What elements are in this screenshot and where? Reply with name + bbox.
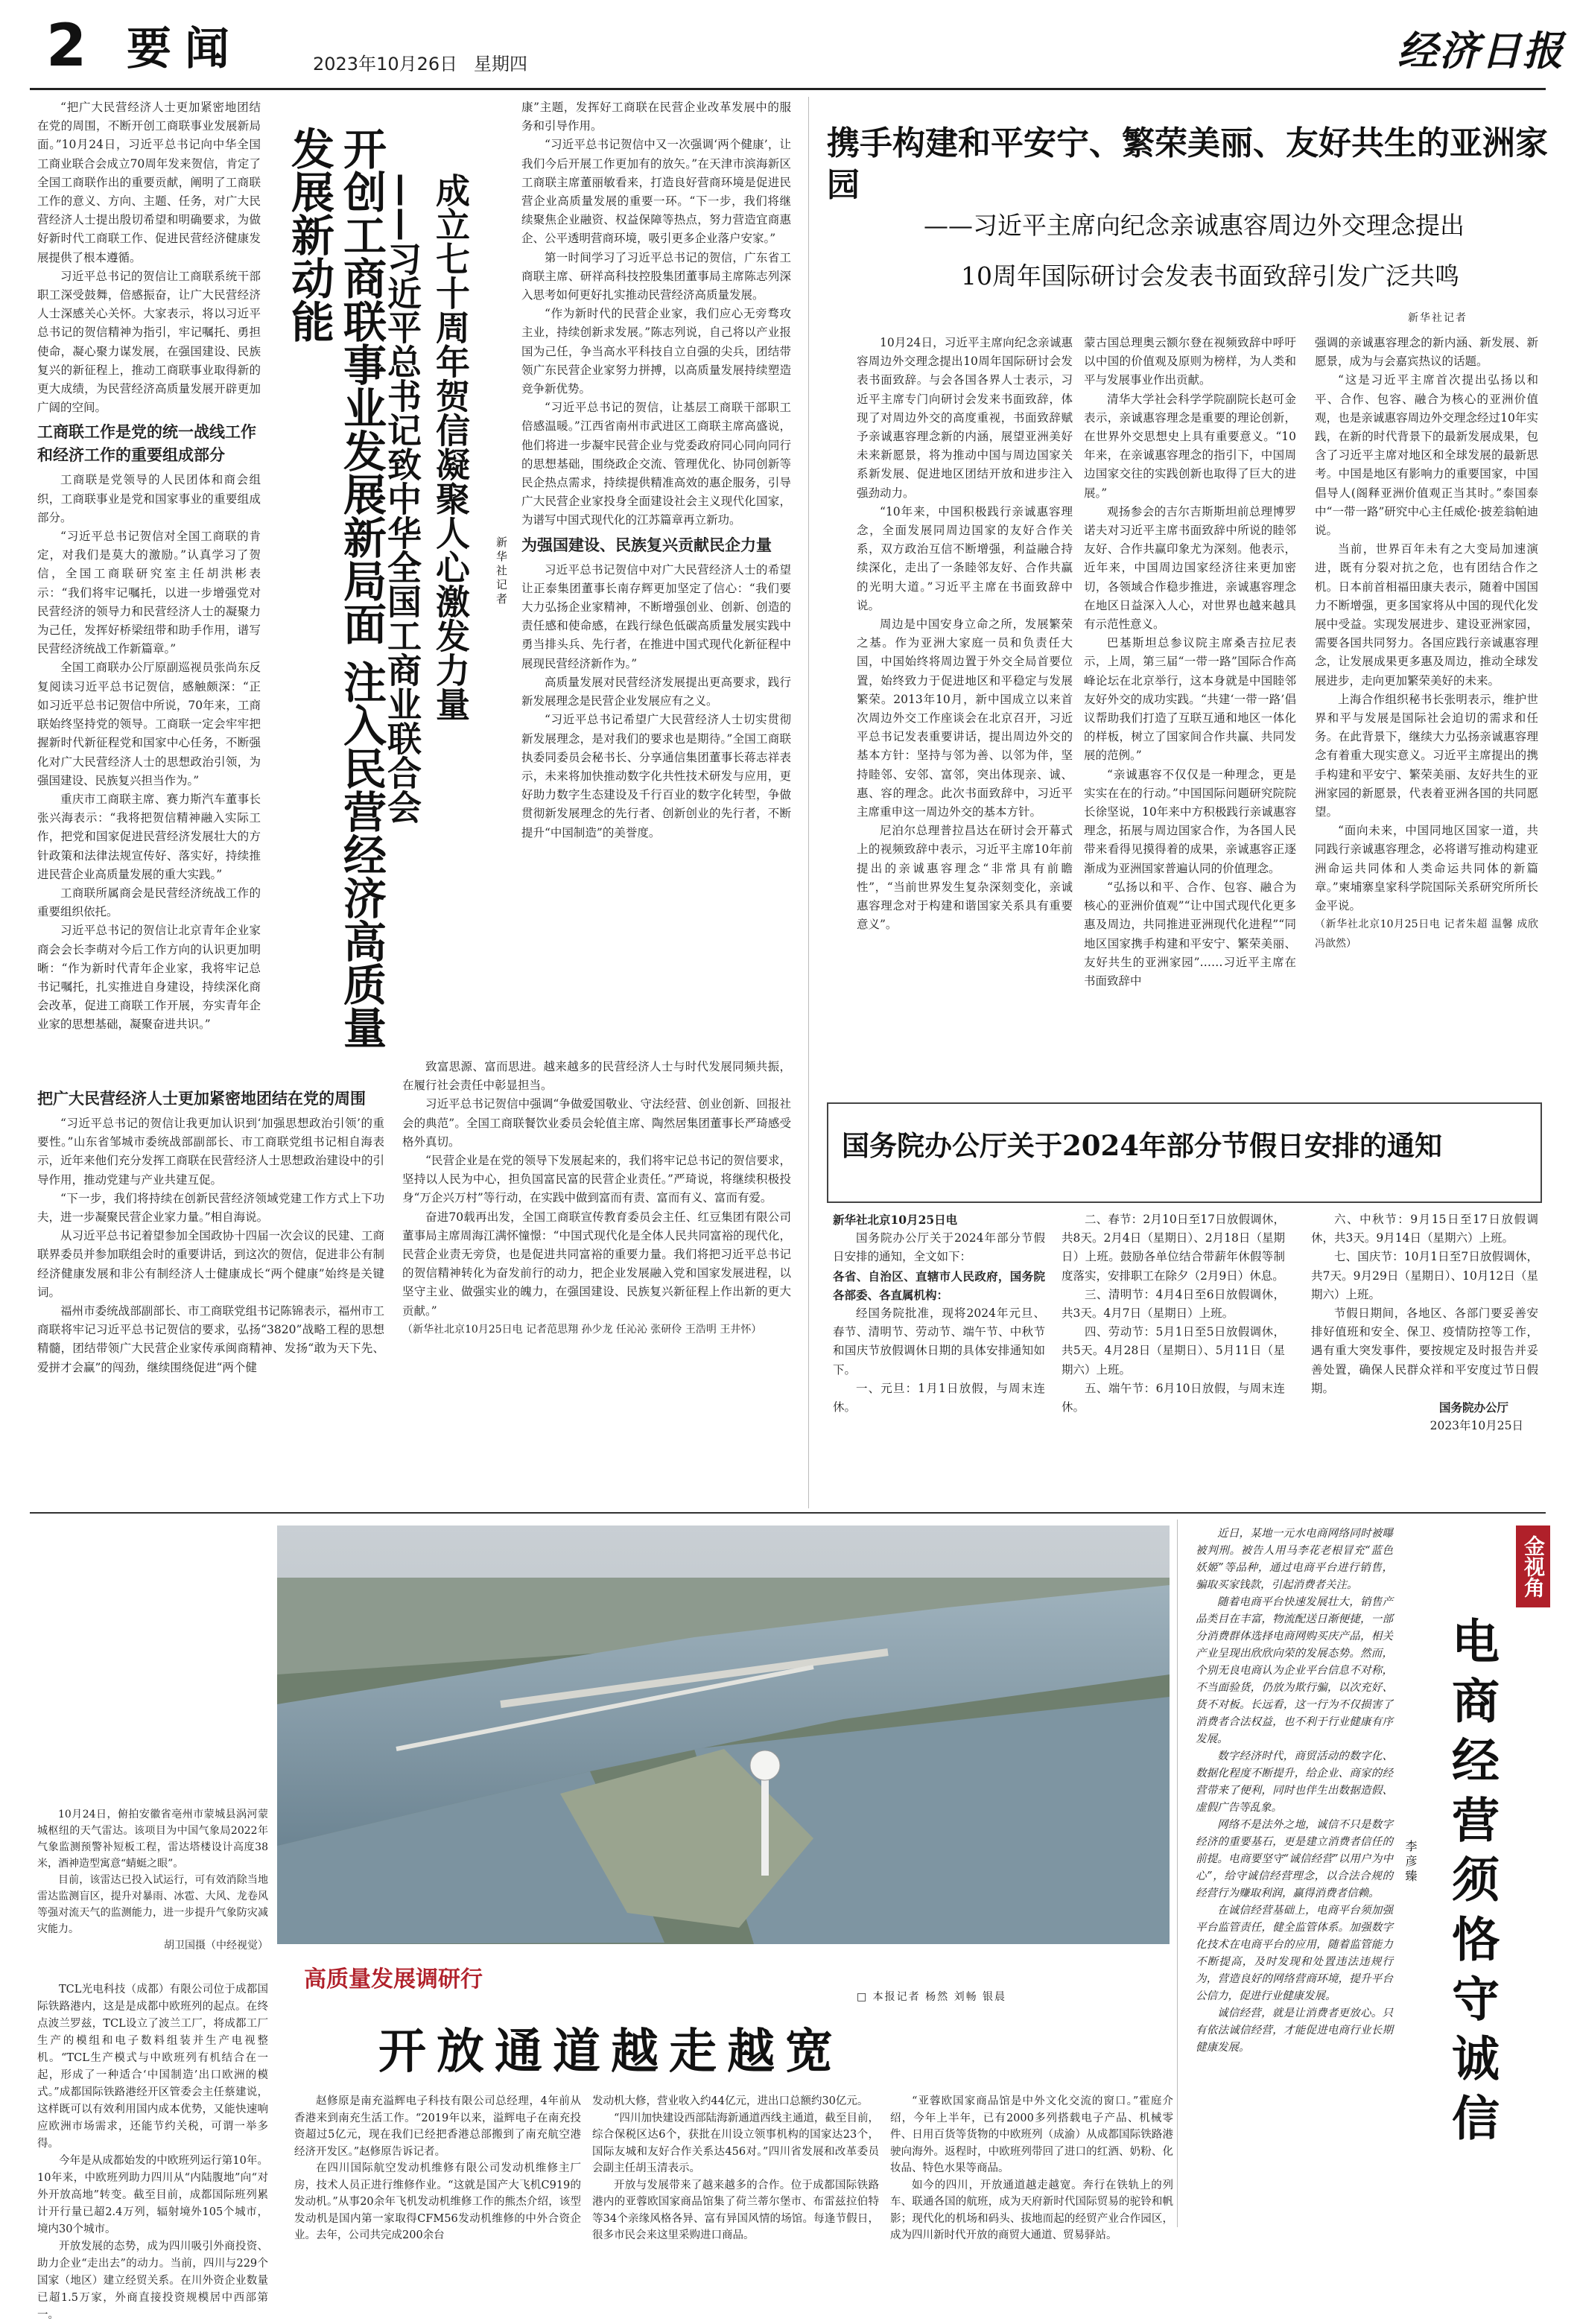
article4-reporters: □ 本报记者 杨然 刘畅 银晨 xyxy=(857,1991,1007,2003)
paragraph: “习近平总书记贺信对全国工商联的肯定，对我们是莫大的激励。”认真学习了贺信，全国工商联研究室主任胡洪彬表示：“我们将牢记嘱托，以进一步增强党对民营经济的领导力和民营经济人士的凝聚力为己任，发挥好桥梁纽带和助手作用，谱写民营经济统战工作新篇章。” xyxy=(37,530,261,656)
article2-subtitle-1: ——习近平主席向纪念亲诚惠容周边外交理念提出 xyxy=(924,211,1465,240)
paragraph: “下一步，我们将持续在创新民营经济领域党建工作方式上下功夫，进一步凝聚民营企业家力量。”相自海说。 xyxy=(37,1191,384,1225)
paragraph: 周边是中国安身立命之所，发展繁荣之基。作为亚洲大家庭一员和负责任大国，中国始终将周边置于外交全局首要位置，始终致力于促进地区和平稳定与发展繁荣。2013年10月，新中国成立以来首次周边外交工作座谈会在北京召开，习近平总书记发表重要讲话，提出周边外交的基本方针：坚持与邻为善、以邻为伴，坚持睦邻、安邻、富邻，突出体现亲、诚、惠、容的理念。此次书面致辞中，习近平主席重申这一周边外交的基本方针。 xyxy=(857,617,1073,819)
paragraph: “弘扬以和平、合作、包容、融合为核心的亚洲价值观”“让中国式现代化更多惠及周边，共同推进亚洲现代化进程”“同地区国家携手构建和平安宁、繁荣美丽、友好共生的亚洲家园”……习近平主席在书面致辞中 xyxy=(1084,880,1296,988)
article2-col2 xyxy=(1084,334,1296,1082)
column-author: 李彦臻 xyxy=(1403,1840,1418,1885)
article2-col1 xyxy=(857,334,1073,1082)
article4-col3 xyxy=(890,2093,1173,2241)
paragraph: 习近平总书记贺信中对广大民营经济人士的希望让正泰集团董事长南存辉更加坚定了信心：“我们要大力弘扬企业家精神，不断增强创业、创新、创造的责任感和使命感，在践行绿色低碳高质量发展实践中勇当排头兵、先行者，在推进中国式现代化新征程中展现民营经济新作为。” xyxy=(521,562,791,670)
paragraph: “习近平总书记希望广大民营经济人士切实贯彻新发展理念，是对我们的要求也是期待。”全国工商联执委同委员会秘书长、分享通信集团董事长蒋志祥表示，未来将加快推动数字化共性技术研发与应用，更好助力数字生态建设及千行百业的数字化转型，争做贯彻新发展理念的先行者、创新创业的先行者，不断提升“中国制造”的美誉度。 xyxy=(521,713,791,839)
notice-signature: 国务院办公厅 xyxy=(1438,1400,1508,1415)
paragraph: 近日，某地一元水电商网络同时被曝被判刑。被告人用马李花老根冒充“蓝色妖姬”等品种，通过电商平台进行销售，骗取买家钱款，引起消费者关注。 xyxy=(1196,1528,1393,1591)
page-number: 2 xyxy=(46,13,87,80)
paragraph: 三、清明节：4月4日至6日放假调休，共3天。4月7日（星期日）上班。 xyxy=(1062,1287,1285,1321)
paragraph: 如今的四川，开放通道越走越宽。奔行在铁轨上的列车、联通各国的航班，成为天府新时代国际贸易的驼铃和帆影；现代化的机场和码头、拔地而起的经贸产业合作园区，成为四川新时代开放的商贸大通道、贸易驿站。 xyxy=(890,2179,1173,2241)
news-photo xyxy=(277,1525,1170,1944)
paragraph: “作为新时代的民营企业家，我们应心无旁骛攻主业，持续创新求发展。”陈志列说，自己将以产业报国为己任，争当高水平科技自立自强的尖兵，团结带领广东民营企业家努力拼搏，以高质量发展持续塑造竞争新优势。 xyxy=(521,307,791,396)
paragraph: 尼泊尔总理普拉昌达在研讨会开幕式上的视频致辞中表示，习近平主席10年前提出的亲诚惠容理念“非常具有前瞻性”，“当前世界发生复杂深刻变化，亲诚惠容理念对于构建和谐国家关系具有重要意义”。 xyxy=(857,824,1073,932)
paragraph: 全国工商联办公厅原副巡视员张尚东反复阅读习近平总书记贺信，感触颇深：“正如习近平总书记贺信中所说，70年来，工商联始终坚持党的领导。工商联一定会牢牢把握新时代新征程党和国家中心任务，不断强化对广大民营经济人士的思想政治引领，为强国建设、民族复兴担当作为。” xyxy=(37,661,261,787)
paragraph: 观扬参会的吉尔吉斯斯坦前总理博罗诺夫对习近平主席书面致辞中所说的睦邻友好、合作共赢印象尤为深刻。他表示，近年来，中国周边国家经济往来更加密切，各领域合作稳步推进，亲诚惠容理念在地区日益深入人心，对世界也越来越具有示范性意义。 xyxy=(1084,504,1296,632)
paragraph: “民营企业是在党的领导下发展起来的，我们将牢记总书记的贺信要求，坚持以人民为中心，担负国富民富的民营企业责任。”严琦说，将继续积极投身“万企兴万村”等行动，在实践中做到富而有责、富而有义、富而有爱。 xyxy=(402,1154,791,1205)
caption-text: 10月24日，俯拍安徽省亳州市蒙城县涡河蒙城枢纽的天气雷达。该项目为中国气象局2022年气象监测预警补短板工程，雷达塔楼设计高度38米，酒神造型寓意“蜻蜓之眼”。 xyxy=(37,1809,268,1870)
paragraph: 康”主题，发挥好工商联在民营企业改革发展中的服务和引导作用。 xyxy=(521,101,791,133)
article1-col1 xyxy=(37,98,261,1032)
paragraph: 蒙古国总理奥云额尔登在视频致辞中呼吁以中国的价值观及原则为榜样，为人类和平与发展事业作出贡献。 xyxy=(1084,336,1296,387)
column-divider xyxy=(1177,1520,1178,2227)
section-title: 要闻 xyxy=(127,23,243,75)
paragraph: “习近平总书记贺信中又一次强调‘两个健康’，让我们今后开展工作更加有的放矢。”在天津市滨海新区工商联主席董丽敏看来，打造良好营商环境是促进民营企业高质量发展的重要一环。“下一步，我们将继续聚焦企业融资、权益保障等热点，努力营造宜商惠企、公平透明营商环境，吸引更多企业落户安家。” xyxy=(521,138,791,246)
paragraph: 致富思源、富而思进。越来越多的民营经济人士与时代发展同频共振，在履行社会责任中彰显担当。 xyxy=(402,1060,791,1093)
article4-left-col xyxy=(37,1981,268,2321)
paragraph: “这是习近平主席首次提出弘扬以和平、合作、包容、融合为核心的亚洲价值观，也是亲诚惠容周边外交理念经过10年实践，在新的时代背景下的最新发展成果，包含了习近平主席对地区和全球发展的最新思考。中国是地区有影响力的重要国家，中国倡导人(阁释亚洲价值观正当其时。”泰国泰中“一带一路”研究中心主任威伦·披差翁帕迪说。 xyxy=(1315,373,1538,538)
paragraph: TCL光电科技（成都）有限公司位于成都国际铁路港内，这是是成都中欧班列的起点。在终点波兰罗兹，TCL设立了波兰工厂，将成都工厂生产的模组和电子数料组装并生产电视整机。“TCL生产模式与中欧班列有机结合在一起，形成了一种适合‘中国制造’出口欧洲的模式。”成都国际铁路港经开区管委会主任蔡建说，这样既可以有效利用国内成本优势，又能快速响应欧洲市场需求，还能节约关税，可谓一举多得。 xyxy=(37,1984,268,2150)
paragraph: 强调的亲诚惠容理念的新内涵、新发展、新愿景，成为与会嘉宾热议的话题。 xyxy=(1315,336,1538,369)
article1-agency: 新华社记者 xyxy=(495,536,508,607)
paragraph: 重庆市工商联主席、赛力斯汽车董事长张兴海表示：“我将把贺信精神融入实际工作，把党和国家促进民营经济发展壮大的方针政策和法律法规宣传好、落实好，持续推进民营企业高质量发展的重大实践。” xyxy=(37,792,261,881)
photo-caption xyxy=(37,1806,268,2000)
paragraph: 二、春节：2月10日至17日放假调休，共8天。2月4日（星期日）、2月18日（星期日）上班。鼓励各单位结合带薪年休假等制度落实，安排职工在除夕（2月9日）休息。 xyxy=(1062,1213,1285,1283)
page-header xyxy=(0,0,1577,89)
column-tag: 金视角 xyxy=(1516,1525,1550,1607)
paragraph: 工商联是党领导的人民团体和商会组织，工商联事业是党和国家事业的重要组成部分。 xyxy=(37,473,261,524)
paragraph: 巴基斯坦总参议院主席桑吉拉尼表示，上周，第三届“一带一路”国际合作高峰论坛在北京举行，这本身就是中国睦邻友好外交的成功实践。“共建‘一带一路’倡议帮助我们打造了互联互通和地区一体化的样板，树立了国家间合作共赢、共同发展的范例。” xyxy=(1084,636,1296,763)
paragraph: 清华大学社会科学学院副院长赵可金表示，亲诚惠容理念是重要的理论创新，在世界外交思想史上具有重要意义。“10年来，在亲诚惠容理念的指引下，中国周边国家交往的实践创新也取得了巨大的进展。” xyxy=(1084,392,1296,500)
paragraph: “面向未来，中国同地区国家一道，共同践行亲诚惠容理念，必将谱写推动构建亚洲命运共同体和人类命运共同体的新篇章。”柬埔寨皇家科学院国际关系研究所所长金平说。 xyxy=(1315,824,1538,913)
paragraph: 七、国庆节：10月1日至7日放假调休，共7天。9月29日（星期日）、10月12日（星期六）上班。 xyxy=(1311,1250,1538,1301)
article3-col1 xyxy=(833,1210,1045,1449)
article2-title: 携手构建和平安宁、繁荣美丽、友好共生的亚洲家园 xyxy=(827,124,1548,204)
article1-sub-title-2: ——习近平总书记致中华全国工商业联合会 xyxy=(382,173,422,824)
article3-col3 xyxy=(1311,1210,1538,1449)
paragraph: 10月24日，习近平主席向纪念亲诚惠容周边外交理念提出10周年国际研讨会发表书面致辞。与会各国各界人士表示，习近平主席专门向研讨会发来书面致辞，体现了对周边外交的高度重视，书面致辞赋予亲诚惠容理念新的内涵，展望亚洲美好未来新愿景，将为推动中国与周边国家关系新发展、促进地区团结开放和进步注入强劲动力。 xyxy=(857,336,1073,500)
paragraph: 工商联所属商会是民营经济统战工作的重要组织依托。 xyxy=(37,886,261,919)
issue-date: 2023年10月26日 xyxy=(313,54,458,74)
column-divider xyxy=(808,97,809,1508)
paragraph: 五、端午节：6月10日放假，与周末连休。 xyxy=(1062,1381,1285,1415)
paragraph: “10年来，中国积极践行亲诚惠容理念，全面发展同周边国家的友好合作关系，双方政治互信不断增强，利益融合持续深化，走出了一条睦邻友好、合作共赢的光明大道。”习近平主席在书面致辞中说。 xyxy=(857,504,1073,612)
paragraph: 习近平总书记的贺信让工商联系统干部职工深受鼓舞，倍感振奋，让广大民营经济人士深感关心关怀。大家表示，将以习近平总书记的贺信精神为指引，牢记嘱托、勇担使命，凝心聚力谋发展，在强国建设、民族复兴的新征程上，推动工商联事业取得新的更大成绩，为民营经济高质量发展开辟更加广阔的空间。 xyxy=(37,269,261,415)
paragraph: 六、中秋节：9月15日至17日放假调休，共3天。9月14日（星期六）上班。 xyxy=(1311,1213,1538,1245)
article3-title: 国务院办公厅关于2024年部分节假日安排的通知 xyxy=(842,1129,1442,1162)
paragraph: 习近平总书记的贺信让北京青年企业家商会会长李萌对今后工作方向的认识更加明晰：“作为新时代青年企业家，我将牢记总书记嘱托，扎实推进自身建设，持续深化商会改革，促进工商联工作开展，夯实青年企业家的思想基础，凝聚奋进共识。” xyxy=(37,924,261,1032)
column-title: 电商经营须恪守诚信 xyxy=(1444,1616,1499,2153)
paragraph: 诚信经营，就是让消费者更放心。只有依法诚信经营，才能促进电商行业长期健康发展。 xyxy=(1196,2007,1393,2054)
paragraph: 各省、自治区、直辖市人民政府，国务院各部委、各直属机构： xyxy=(833,1269,1045,1302)
paragraph: 第一时间学习了习近平总书记的贺信，广东省工商联主席、研祥高科技控股集团董事局主席陈志列深入思考如何更好扎实推动民营经济高质量发展。 xyxy=(521,250,791,302)
paragraph: 国务院办公厅关于2024年部分节假日安排的通知，全文如下： xyxy=(833,1231,1045,1264)
paragraph: 奋进70载再出发，全国工商联宣传教育委员会主任、红豆集团有限公司董事局主席周海江满怀憧憬：“中国式现代化是全体人民共同富裕的现代化，民营企业责无旁贷，也是促进共同富裕的重要力量。我们将把习近平总书记的贺信精神转化为奋发前行的动力，把企业发展融入党和国家发展进程，以坚守主业、做强实业的魄力，在强国建设、民族复兴新征程上作出新的更大贡献。” xyxy=(402,1210,791,1318)
masthead-logo: 经济日报 xyxy=(1397,27,1564,74)
paragraph: 高质量发展对民营经济发展提出更高要求，践行新发展理念是民营企业发展应有之义。 xyxy=(521,675,791,708)
notice-dateline: 新华社北京10月25日电 xyxy=(833,1213,958,1227)
paragraph: 当前，世界百年未有之大变局加速演进，既有分裂对抗之危，也有团结合作之机。日本前首相福田康夫表示，随着中国国力不断增强，更多国家将从中国的现代化发展中受益。实现发展进步、建设亚洲家园，需要各国共同努力。各国应践行亲诚惠容理念，让发展成果更多惠及周边，推动全球发展进步，走向更加繁荣美好的未来。 xyxy=(1315,542,1538,688)
paragraph: 随着电商平台快速发展壮大，销售产品类目在丰富，物流配送日渐便捷，一部分消费群体选择电商网购买庆产品，相关产业呈现出欣欣向荣的发展态势。然而，个别无良电商认为企业平台信息不对称，不当面验货，仍放为欺行骗，以次充好、货不对板。长远看，这一行为不仅损害了消费者合法权益，也不利于行业健康有序发展。 xyxy=(1196,1596,1393,1745)
paragraph: 开放与发展带来了越来越多的合作。位于成都国际铁路港内的亚蓉欧国家商品馆集了荷兰蒂尔堡市、布雷兹拉伯特等34个亲缘风格各异、富有异国风情的场馆。每逢节假日，很多市民会来这里采购进口商品。 xyxy=(592,2179,879,2241)
header-rule xyxy=(30,88,1546,90)
article1-col1c xyxy=(37,1084,384,1501)
article3-col2 xyxy=(1062,1210,1285,1449)
radar-dome xyxy=(750,1750,780,1780)
article4-title: 开放通道越走越宽 xyxy=(378,2024,843,2080)
article4-col1 xyxy=(294,2093,581,2241)
article2-subtitle-2: 10周年国际研讨会发表书面致辞引发广泛共鸣 xyxy=(961,261,1459,290)
paragraph: 数字经济时代，商贸活动的数字化、数据化程度不断提升，给企业、商家的经营带来了便利，同时也伴生出数据造假、虚假广告等乱象。 xyxy=(1196,1750,1393,1814)
paragraph: 发动机大修，营业收入约44亿元，进出口总额约30亿元。 xyxy=(592,2095,869,2107)
article1-main-title: 开创工商联事业发展新局面 注入民营经济高质量发展新动能 xyxy=(284,127,387,1050)
issue-weekday: 星期四 xyxy=(474,54,527,74)
photo-credit: 胡卫国摄（中经视觉） xyxy=(164,1940,268,1952)
river-hub-photo xyxy=(277,1525,1170,1944)
subheading: 工商联工作是党的统一战线工作和经济工作的重要组成部分 xyxy=(37,423,256,465)
article2-agency: 新华社记者 xyxy=(1408,312,1467,324)
paragraph: “四川加快建设西部陆海新通道西线主通道，截至目前，综合保税区达6个，获批在川设立领事机构的国家达23个，国际友城和友好合作关系达456对。”四川省发展和改革委员会副主任胡玉清表示。 xyxy=(592,2112,879,2174)
paragraph: “亲诚惠容不仅仅是一种理念，更是实实在在的行动。”中国国际问题研究院院长徐坚说，10年来中方积极践行亲诚惠容理念，拓展与周边国家合作，为各国人民带来看得见摸得着的成果，亲诚惠容正逐渐成为亚洲国家普遍认同的价值理念。 xyxy=(1084,767,1296,875)
article1-sub-title: 成立七十周年贺信凝聚人心激发力量 xyxy=(431,173,471,721)
paragraph: 习近平总书记贺信中强调“争做爱国敬业、守法经营、创业创新、回报社会的典范”。全国工商联餐饮业委员会轮值主席、陶然居集团董事长严琦感受格外真切。 xyxy=(402,1097,791,1149)
paragraph: 经国务院批准，现将2024年元旦、春节、清明节、劳动节、端午节、中秋节和国庆节放假调休日期的具体安排通知如下。 xyxy=(833,1307,1045,1377)
paragraph: 上海合作组织秘书长张明表示，维护世界和平与发展是国际社会迫切的需求和任务。在此背景下，继续大力弘扬亲诚惠容理念有着重大现实意义。习近平主席提出的携手构建和平安宁、繁荣美丽、友好共生的亚洲家园的新愿景，代表着亚洲各国的共同愿望。 xyxy=(1315,692,1538,819)
article4-col2 xyxy=(592,2093,879,2241)
notice-sign-date: 2023年10月25日 xyxy=(1430,1419,1523,1433)
paragraph: 从习近平总书记着望参加全国政协十四届一次会议的民建、工商联界委员并参加联组会时的重要讲话，到这次的贺信，促进非公有制经济健康发展和非公有制经济人士健康成长“两个健康”始终是关键词。 xyxy=(37,1229,384,1299)
paragraph: 在诚信经营基础上，电商平台须加强平台监管责任，健全监管体系。加强数字化技术在电商平台的应用，随着监管能力不断提高，及时发现和处置违法违规行为，营造良好的网络营商环境，提升平台公信力，促进行业健康发展。 xyxy=(1196,1905,1393,2002)
paragraph: 网络不是法外之地，诚信不只是数字经济的重要基石，更是建立消费者信任的前提。电商要坚守“诚信经营”以用户为中心”，给守诚信经营理念，以合法合规的经营行为赚取利润，赢得消费者信赖。 xyxy=(1196,1819,1393,1899)
article2-credits: （新华社北京10月25日电 记者朱超 温馨 成欣 冯歆然） xyxy=(1315,918,1538,950)
article1-col3c xyxy=(402,1058,791,1506)
article1-credits: （新华社北京10月25日电 记者范思翔 孙少龙 任沁沁 张研伶 王浩明 王井怀） xyxy=(402,1323,762,1336)
column-body xyxy=(1196,1525,1393,2226)
paragraph: “习近平总书记的贺信让我更加认识到‘加强思想政治引领’的重要性。”山东省邹城市委统战部副部长、市工商联党组书记相自海表示，近年来他们充分发挥工商联在民营经济人士思想政治建设中的引导作用，推动党建与产业共建互促。 xyxy=(37,1117,384,1187)
paragraph: 一、元旦：1月1日放假，与周末连休。 xyxy=(833,1381,1045,1415)
article1-col3 xyxy=(521,98,791,1055)
caption-text-2: 目前，该雷达已投入试运行，可有效消除当地雷达监测盲区，提升对暴雨、冰雹、大风、龙卷风等强对流天气的监测能力，进一步提升气象防灾减灾能力。 xyxy=(37,1874,268,1935)
radar-tower xyxy=(761,1771,769,1876)
paragraph: 开放发展的态势，成为四川吸引外商投资、助力企业“走出去”的动力。当前，四川与229个国家（地区）建立经贸关系。在川外资企业数量已超1.5万家，外商直接投资规模居中西部第一。 xyxy=(37,2241,268,2321)
paragraph: “习近平总书记的贺信，让基层工商联干部职工倍感温暖。”江西省南州市武进区工商联主席高盛说，他们将进一步凝牢民营企业与党委政府同心同向同行的思想基础，围绕政企交流、管理优化、协同创新等民企热点需求，持续提供精准高效的惠企服务，引导广大民营企业家投身全面建设社会主义现代化国家，为谱写中国式现代化的江苏篇章再立新功。 xyxy=(521,401,791,527)
section-rule xyxy=(30,1512,1546,1514)
article4-tag: 高质量发展调研行 xyxy=(304,1966,483,1993)
subheading: 为强国建设、民族复兴贡献民企力量 xyxy=(521,536,772,554)
paragraph: 福州市委统战部副部长、市工商联党组书记陈锦表示，福州市工商联将牢记习近平总书记贺信的要求，弘扬“3820”战略工程的思想精髓，团结带领广大民营企业家传承闽商精神、发扬“敢为天下先、爱拼才会赢”的闯劲，继续围绕促进“两个健 xyxy=(37,1304,384,1374)
subheading: 把广大民营经济人士更加紧密地团结在党的周围 xyxy=(37,1090,366,1108)
paragraph: “亚蓉欧国家商品馆是中外文化交流的窗口。”霍庭介绍，今年上半年，已有2000多列搭载电子产品、机械零件、日用百货等货物的中欧班列（成渝）从成都国际铁路港驶向海外。返程时，中欧班列带回了进口的红酒、奶粉、化妆品、特色水果等商品。 xyxy=(890,2095,1173,2174)
paragraph: 在四川国际航空发动机维修有限公司发动机维修主厂房，技术人员正进行维修作业。“这就是国产大飞机C919的发动机。”从事20余年飞机发动机维修工作的熊杰介绍，该型发动机是国内第一家取得CFM56发动机维修的中外合资企业。去年，公司共完成200余台 xyxy=(294,2162,581,2241)
paragraph: 节假日期间，各地区、各部门要妥善安排好值班和安全、保卫、疫情防控等工作，遇有重大突发事件，要按规定及时报告并妥善处置，确保人民群众祥和平安度过节日假期。 xyxy=(1311,1307,1538,1395)
paragraph: “把广大民营经济人士更加紧密地团结在党的周围，不断开创工商联事业发展新局面。”10月24日，习近平总书记向中华全国工商业联合会成立70周年发来贺信，肯定了全国工商联作出的重要贡献，阐明了工商联工作的意义、方向、主题、任务，对广大民营经济人士提出殷切希望和明确要求，为做好新时代工商联工作、促进民营经济健康发展提供了根本遵循。 xyxy=(37,101,261,264)
paragraph: 今年是从成都始发的中欧班列运行第10年。10年来，中欧班列助力四川从“内陆腹地”向“对外开放高地”转变。截至目前，成都国际班列累计开行量已超2.4万列，辐射境外105个城市，境内30个城市。 xyxy=(37,2155,268,2235)
paragraph: 四、劳动节：5月1日至5日放假调休，共5天。4月28日（星期日）、5月11日（星期六）上班。 xyxy=(1062,1325,1285,1377)
paragraph: 赵修原是南充溢辉电子科技有限公司总经理，4年前从香港来到南充生活工作。“2019年以来，溢辉电子在南充投资超过5亿元，现在我们已经把香港总部搬到了南充航空港经济开发区。”赵修原告诉记者。 xyxy=(294,2095,581,2158)
article2-col3 xyxy=(1315,334,1538,1082)
